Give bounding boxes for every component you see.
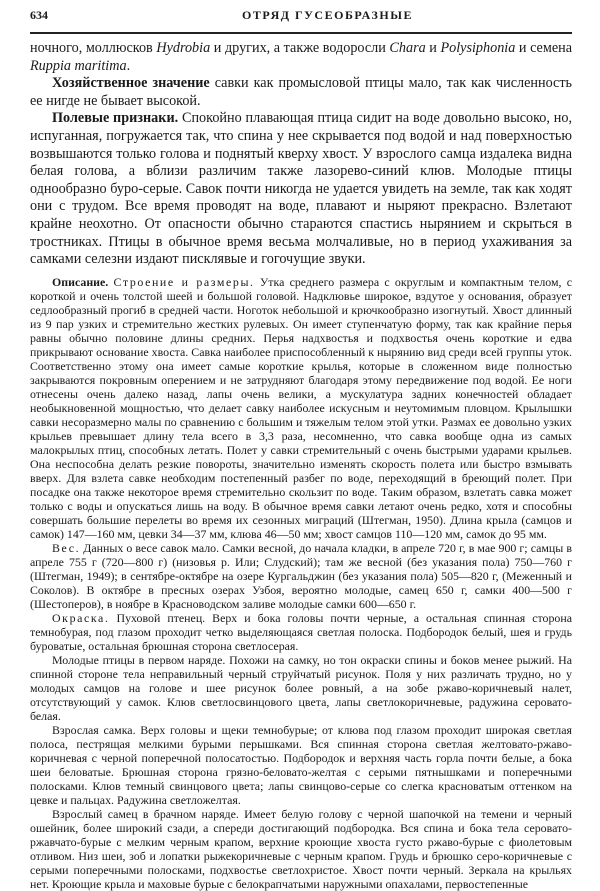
paragraph-field-marks: Полевые признаки. Спокойно плавающая птица сидит на воде довольно высоко, но, испуганная, погружается так, что спина у нее скрывается под водой и над поверхностью возвышаются только голова и поднятый кверху хвост. У взрослого самца издалека видна белая голова, а вблизи различим также лазорево-синий клюв. Молодые птицы однообразно буро-серые. Савок почти никогда не удается увидеть на земле, так как ходят они с трудом. Все время проводят на воде, плавают и ныряют прекрасно. Взлетают крайне неохотно. От опасности обычно стараются спастись нырянием и скрыться в тростниках. Птицы в обычное время весьма молчаливые, но в период ухаживания за самками селезни издают писклявые и гогочущие звуки. — [30, 110, 572, 268]
taxon-hydrobia: Hydrobia — [156, 40, 211, 56]
paragraph-description: Описание. Строение и размеры. Утка среднего размера с округлым и компактным телом, с короткой и очень толстой шеей и большой головой. Надклювье широкое, вздутое у основания, образует седлообразный прогиб в средней части. Ноготок небольшой и крючкообразно изогнутый. Хвост длинный из 9 пар узких и стремительно жестких рулевых. Он имеет ступенчатую форму, так как крайние перья равны обычно половине длины средних. Перья надхвостья и подхвостья очень короткие и едва прикрывают основание хвоста. Савка наиболее приспособленный к нырянию вид среди всей группы уток. Соответственно этому она имеет самые короткие крылья, которые в сложенном виде полностью закрываются покровным оперением и не затрудняют благодаря этому передвижение под водой. Ее ноги отнесены очень далеко назад, лапы очень велики, а мускулатура задних конечностей обладает необыкновенной мощностью, что делает савку наиболее искусным и неутомимым пловцом. Крылышки савки несоразмерно малы по сравнению с большим и тяжелым телом этой утки. Размах ее довольно узких крыльев превышает длину тела всего в 3,3 раза, несомненно, что савка вообще одна из самых малокрылых птиц, способных летать. Полет у савки стремительный с очень быстрыми ударами крыльев. Она неспособна делать резкие повороты, значительно изменять скорость полета или быстро взмывать вверх. Для взлета савке необходим постепенный разбег по воде, переходящий в бреющий полет. При посадке она также некоторое время стремительно скользит по воде. Таким образом, взлетать савка может только с воды и опускаться лишь на воду. В обычное время савки летают очень редко, хотя и способны совершать большие перелеты во время их сезонных миграций (Штегман, 1950). Длина крыла (самцов и самок) 147—160 мм, цевки 34—37 мм, клюва 46—50 мм; хвост самцов 110—120 мм, самок до 95 мм. — [30, 274, 572, 541]
paragraph-economic-value: Хозяйственное значение савки как промысловой птицы мало, так как численность ее нигде не бывает высокой. — [30, 75, 572, 109]
subheading-coloration: Окраска. — [52, 610, 110, 625]
paragraph-juvenile: Молодые птицы в первом наряде. Похожи на самку, но тон окраски спины и боков менее рыжий. На спинной стороне тела неправильный черный струйчатый рисунок. Поля у них различать трудно, но у молодых самцов на голове и шее рисунок более ровный, а на зобе ржаво-коричневый налет, отсутствующий у самок. Клюв светлосвинцового цвета, лапы светлокоричневые, радужина серовато-белая. — [30, 652, 572, 723]
section-heading-economic: Хозяйственное значение — [52, 75, 210, 92]
page-header — [30, 8, 572, 34]
paragraph-coloration-chick: Окраска. Пуховой птенец. Верх и бока головы почти черные, а остальная спинная сторона темнобурая, под глазом проходит четко выделяющаяся светлая полоска. Подбородок белый, шея и грудь буроватые, остальная брюшная сторона светлосерая. — [30, 610, 572, 653]
page-number: 634 — [30, 8, 48, 22]
section-heading-field: Полевые признаки. — [52, 110, 179, 127]
taxon-ruppia: Ruppia maritima — [30, 57, 127, 74]
taxon-chara: Chara — [389, 40, 426, 56]
book-page — [30, 8, 572, 891]
paragraph-adult-male: Взрослый самец в брачном наряде. Имеет белую голову с черной шапочкой на темени и черный ошейник, более широкий сзади, а спереди достигающий подбородка. Вся спина и бока тела серовато-ржавчато-бурые с мелким черным крапом, верхние кроющие хвоста густо ржаво-бурые с фиолетовым отливом. Низ шеи, зоб и лопатки рыжекоричневые с черным крапом. Грудь и брюшко серо-коричневые с серыми поперечными полосками, подхвостье светлохристое. Хвост почти черный. Зеркала на крыльях нет. Кроющие крыла и маховые бурые с белокрапчатыми наружными опахалами, первостепенные — [30, 806, 572, 891]
taxon-polysiphonia: Polysiphonia — [440, 40, 516, 56]
main-text — [30, 40, 572, 269]
paragraph-adult-female: Взрослая самка. Верх головы и щеки темнобурые; от клюва под глазом проходит широкая светлая полоса, пестрящая мелкими бурыми перышками. Вся спинная сторона светлая желтовато-ржаво-коричневая с черной поперечной полосатостью. Подбородок и верхняя часть горла почти белые, а бока шеи беловатые. Брюшная сторона грязно-беловато-желтая с серыми пятнышками и поперечными полосками. Клюв темный свинцового цвета; лапы свинцово-серые со слегка красноватым оттенком на цевке и пальцах. Радужина светложелтая. — [30, 722, 572, 807]
paragraph-weight: Вес. Данных о весе савок мало. Самки весной, до начала кладки, в апреле 720 г, в мае 900 г; самцы в апреле 755 г (720—800 г) (низовья р. Или; Слудский); там же весной (без указания пола) 750—760 г (Штегман, 1949); в сентябре-октябре на озере Кургальджин (без указания пола) 505—820 г, (Меженный и Соколов). В октябре в пресных озерах Узбоя, вероятно молодые, самец 650 г, самки 400—500 г (Шестоперов), в ноябре в Красноводском заливе молодые самки 600—650 г. — [30, 540, 572, 611]
section-heading-description: Описание. — [52, 274, 109, 289]
subheading-weight: Вес. — [52, 540, 81, 555]
description-text — [30, 275, 572, 891]
subheading-structure: Строение и размеры. — [113, 274, 255, 289]
running-head: ОТРЯД ГУСЕОБРАЗНЫЕ — [242, 8, 413, 22]
paragraph-food: ночного, моллюсков Hydrobia и других, а также водоросли Chara и Polysiphonia и семена Ruppia maritima. — [30, 40, 573, 74]
